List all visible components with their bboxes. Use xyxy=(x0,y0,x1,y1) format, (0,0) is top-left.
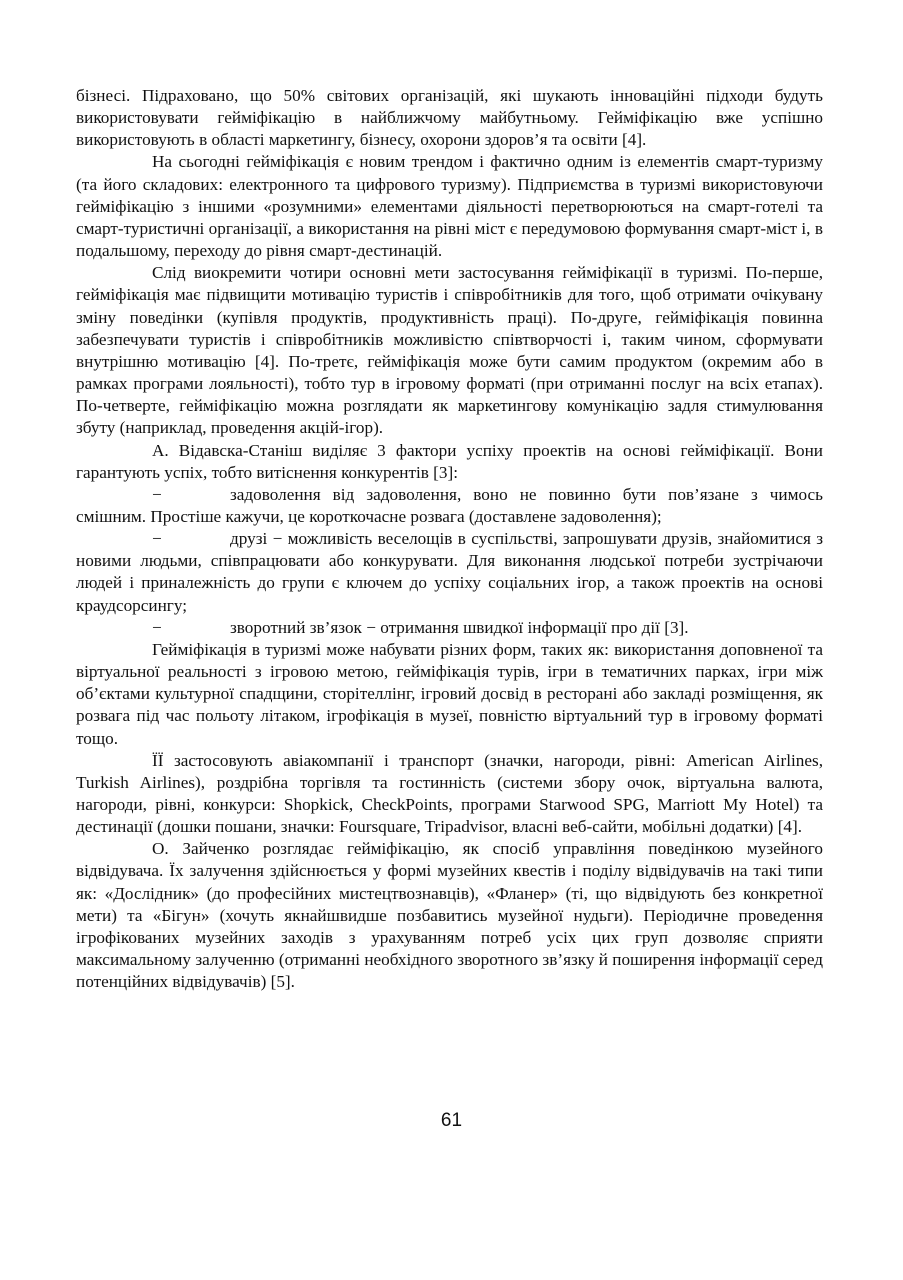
list-item-text: зворотний зв’язок − отримання швидкої інформації про дії [3]. xyxy=(230,617,689,637)
list-item-text: задоволення від задоволення, воно не повинно бути пов’язане з чимось смішним. Простіше кажучи, це короткочасне розвага (доставлене задоволення); xyxy=(76,484,823,526)
paragraph: Слід виокремити чотири основні мети застосування гейміфікації в туризмі. По-перше, гейміфікація має підвищити мотивацію туристів і співробітників для того, щоб отримати очікувану зміну поведінки (купівля продуктів, продуктивність праці). По-друге, гейміфікація повинна забезпечувати туристів і співробітників можливістю співтворчості і, таким чином, сформувати внутрішню мотивацію [4]. По-третє, гейміфікація може бути самим продуктом (окремим або в рамках програми лояльності), тобто тур в ігровому форматі (при отриманні послуг на всіх етапах). По-четверте, гейміфікацію можна розглядати як маркетингову комунікацію задля стимулювання збуту (наприклад, проведення акцій-ігор). xyxy=(76,263,823,438)
list-marker: − xyxy=(152,617,162,637)
list-item-text: друзі − можливість веселощів в суспільстві, запрошувати друзів, знайомитися з новими людьми, співпрацювати або конкурувати. Для виконання людської потреби зустрічаючи людей і приналежність до групи є ключем до успіху соціальних ігор, а також проектів на основі краудсорсингу; xyxy=(76,529,823,615)
paragraph: бізнесі. Підраховано, що 50% світових організацій, які шукають інноваційні підходи будуть використовувати гейміфікацію в найближчому майбутньому. Гейміфікацію вже успішно використовують в області маркетингу, бізнесу, охорони здоров’я та освіти [4]. xyxy=(76,86,823,150)
list-marker: − xyxy=(152,484,162,504)
paragraph: ЇЇ застосовують авіакомпанії і транспорт (значки, нагороди, рівні: American Airlines, Turkish Airlines), роздрібна торгівля та гостинність (системи збору очок, віртуальна валюта, нагороди, рівні, конкурси: Shopkick, CheckPoints, програми Starwood SPG, Marriott My Hotel) та дестинації (дошки пошани, значки: Foursquare, Tripadvisor, власні веб-сайти, мобільні додатки) [4]. xyxy=(76,750,823,837)
list-item xyxy=(76,484,823,528)
paragraph: О. Зайченко розглядає гейміфікацію, як спосіб управління поведінкою музейного відвідувача. Їх залучення здійснюється у формі музейних квестів і поділу відвідувачів на такі типи як: «Дослідник» (до професійних мистецтвознавців), «Фланер» (ті, що відвідують без конкретної мети) та «Бігун» (хочуть якнайшвидше позбавитись музейної нудьги). Періодичне проведення ігрофікованих музейних заходів з урахуванням потреб усіх цих груп дозволяє сприяти максимальному залученню (отриманні необхідного зворотного зв’язку й поширення інформації серед потенційних відвідувачів) [5]. xyxy=(76,839,823,992)
document-body xyxy=(76,85,823,993)
paragraph: Гейміфікація в туризмі може набувати різних форм, таких як: використання доповненої та віртуальної реальності з ігровою метою, гейміфікація турів, ігри в тематичних парках, ігри між об’єктами культурної спадщини, сторітеллінг, ігровий досвід в ресторані або закладі розміщення, як розвага під час польоту літаком, ігрофікація в музеї, повністю віртуальний тур в ігровому форматі тощо. xyxy=(76,639,823,748)
list-marker: − xyxy=(152,529,162,549)
paragraph: А. Відавска-Станіш виділяє 3 фактори успіху проектів на основі гейміфікації. Вони гарантують успіх, тобто витіснення конкурентів [3]: xyxy=(76,440,823,482)
page-number: 61 xyxy=(440,1110,463,1131)
paragraph: На сьогодні гейміфікація є новим трендом і фактично одним із елементів смарт-туризму (та його складових: електронного та цифрового туризму). Підприємства в туризмі використовуючи гейміфікацію з іншими «розумними» елементами діяльності перетворюються на смарт-готелі та смарт-туристичні організації, а використання на рівні міст є передумовою формування смарт-міст і, в подальшому, переходу до рівня смарт-дестинацій. xyxy=(76,152,823,261)
list-item xyxy=(76,528,823,617)
list-item xyxy=(76,617,823,639)
